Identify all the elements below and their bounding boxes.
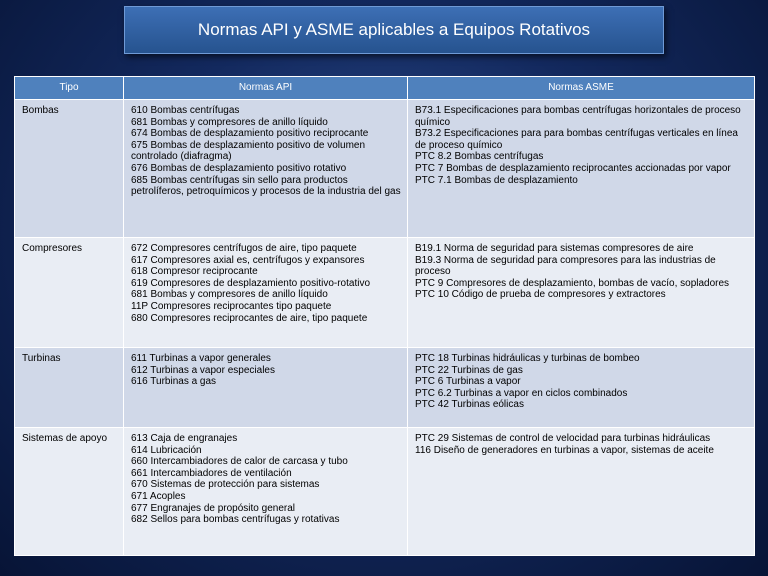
norma-item: 681 Bombas y compresores de anillo líquido	[131, 116, 328, 128]
norma-item: 616 Turbinas a gas	[131, 376, 217, 388]
norma-item: PTC 7 Bombas de desplazamiento reciprocantes accionadas por vapor	[415, 162, 731, 174]
norma-item: PTC 7.1 Bombas de desplazamiento	[415, 174, 578, 186]
norma-item: 116 Diseño de generadores en turbinas a vapor, sistemas de aceite	[415, 444, 714, 456]
norma-item: PTC 42 Turbinas eólicas	[415, 399, 524, 411]
norma-item: 610 Bombas centrífugas	[131, 105, 240, 116]
cell-tipo: Compresores	[15, 238, 124, 348]
norma-item: 682 Sellos para bombas centrífugas y rotativas	[131, 514, 340, 526]
norma-item: 661 Intercambiadores de ventilación	[131, 467, 292, 479]
norma-item: PTC 6 Turbinas a vapor	[415, 376, 521, 388]
norma-item: 612 Turbinas a vapor especiales	[131, 364, 275, 376]
header-normas-api: Normas API	[124, 77, 408, 100]
norma-item: 671 Acoples	[131, 490, 186, 502]
norma-item: 670 Sistemas de protección para sistemas	[131, 479, 320, 491]
norma-item: PTC 6.2 Turbinas a vapor en ciclos combinados	[415, 387, 628, 399]
standards-table	[14, 76, 755, 556]
norma-item: 660 Intercambiadores de calor de carcasa y tubo	[131, 456, 348, 468]
norma-item: 681 Bombas y compresores de anillo líquido	[131, 289, 328, 301]
norma-item: 672 Compresores centrífugos de aire, tipo paquete	[131, 243, 357, 254]
norma-item: B19.1 Norma de seguridad para sistemas compresores de aire	[415, 243, 694, 254]
norma-item: 675 Bombas de desplazamiento positivo de volumen controlado (diafragma)	[131, 139, 366, 163]
norma-item: 611 Turbinas a vapor generales	[131, 353, 271, 364]
norma-item: 617 Compresores axial es, centrífugos y expansores	[131, 254, 365, 266]
norma-item: 613 Caja de engranajes	[131, 433, 238, 444]
cell-tipo: Sistemas de apoyo	[15, 428, 124, 556]
norma-item: 619 Compresores de desplazamiento positivo-rotativo	[131, 277, 371, 289]
norma-item: PTC 22 Turbinas de gas	[415, 364, 523, 376]
norma-item: 676 Bombas de desplazamiento positivo rotativo	[131, 162, 347, 174]
cell-normas-api	[124, 100, 408, 238]
cell-normas-asme	[408, 348, 755, 428]
norma-item: PTC 10 Código de prueba de compresores y extractores	[415, 289, 666, 301]
cell-normas-asme	[408, 428, 755, 556]
slide-title: Normas API y ASME aplicables a Equipos Rotativos	[124, 6, 664, 54]
header-normas-asme: Normas ASME	[408, 77, 755, 100]
cell-tipo: Bombas	[15, 100, 124, 238]
table-header-row	[15, 77, 755, 100]
header-tipo: Tipo	[15, 77, 124, 100]
cell-normas-api	[124, 238, 408, 348]
norma-item: 11P Compresores reciprocantes tipo paquete	[131, 300, 332, 312]
norma-item: 677 Engranajes de propósito general	[131, 502, 296, 514]
norma-item: PTC 29 Sistemas de control de velocidad para turbinas hidráulicas	[415, 433, 711, 444]
table-row	[15, 348, 755, 428]
norma-item: PTC 8.2 Bombas centrífugas	[415, 151, 544, 163]
table-row	[15, 238, 755, 348]
norma-item: B73.1 Especificaciones para bombas centrífugas horizontales de proceso químico	[415, 105, 741, 128]
norma-item: 685 Bombas centrífugas sin sello para productos petrolíferos, petroquímicos y procesos de la industria del gas	[131, 174, 401, 198]
norma-item: 618 Compresor reciprocante	[131, 266, 258, 278]
norma-item: B19.3 Norma de seguridad para compresores para las industrias de proceso	[415, 254, 716, 278]
table-row	[15, 428, 755, 556]
norma-item: PTC 9 Compresores de desplazamiento, bombas de vacío, sopladores	[415, 277, 730, 289]
norma-item: 674 Bombas de desplazamiento positivo reciprocante	[131, 128, 369, 140]
cell-tipo: Turbinas	[15, 348, 124, 428]
norma-item: B73.2 Especificaciones para para bombas centrífugas verticales en línea de proceso químico	[415, 128, 738, 151]
norma-item: 680 Compresores reciprocantes de aire, tipo paquete	[131, 312, 368, 324]
norma-item: PTC 18 Turbinas hidráulicas y turbinas de bombeo	[415, 353, 640, 364]
cell-normas-asme	[408, 100, 755, 238]
cell-normas-api	[124, 348, 408, 428]
norma-item: 614 Lubricación	[131, 444, 202, 456]
table-row	[15, 100, 755, 238]
cell-normas-api	[124, 428, 408, 556]
cell-normas-asme	[408, 238, 755, 348]
